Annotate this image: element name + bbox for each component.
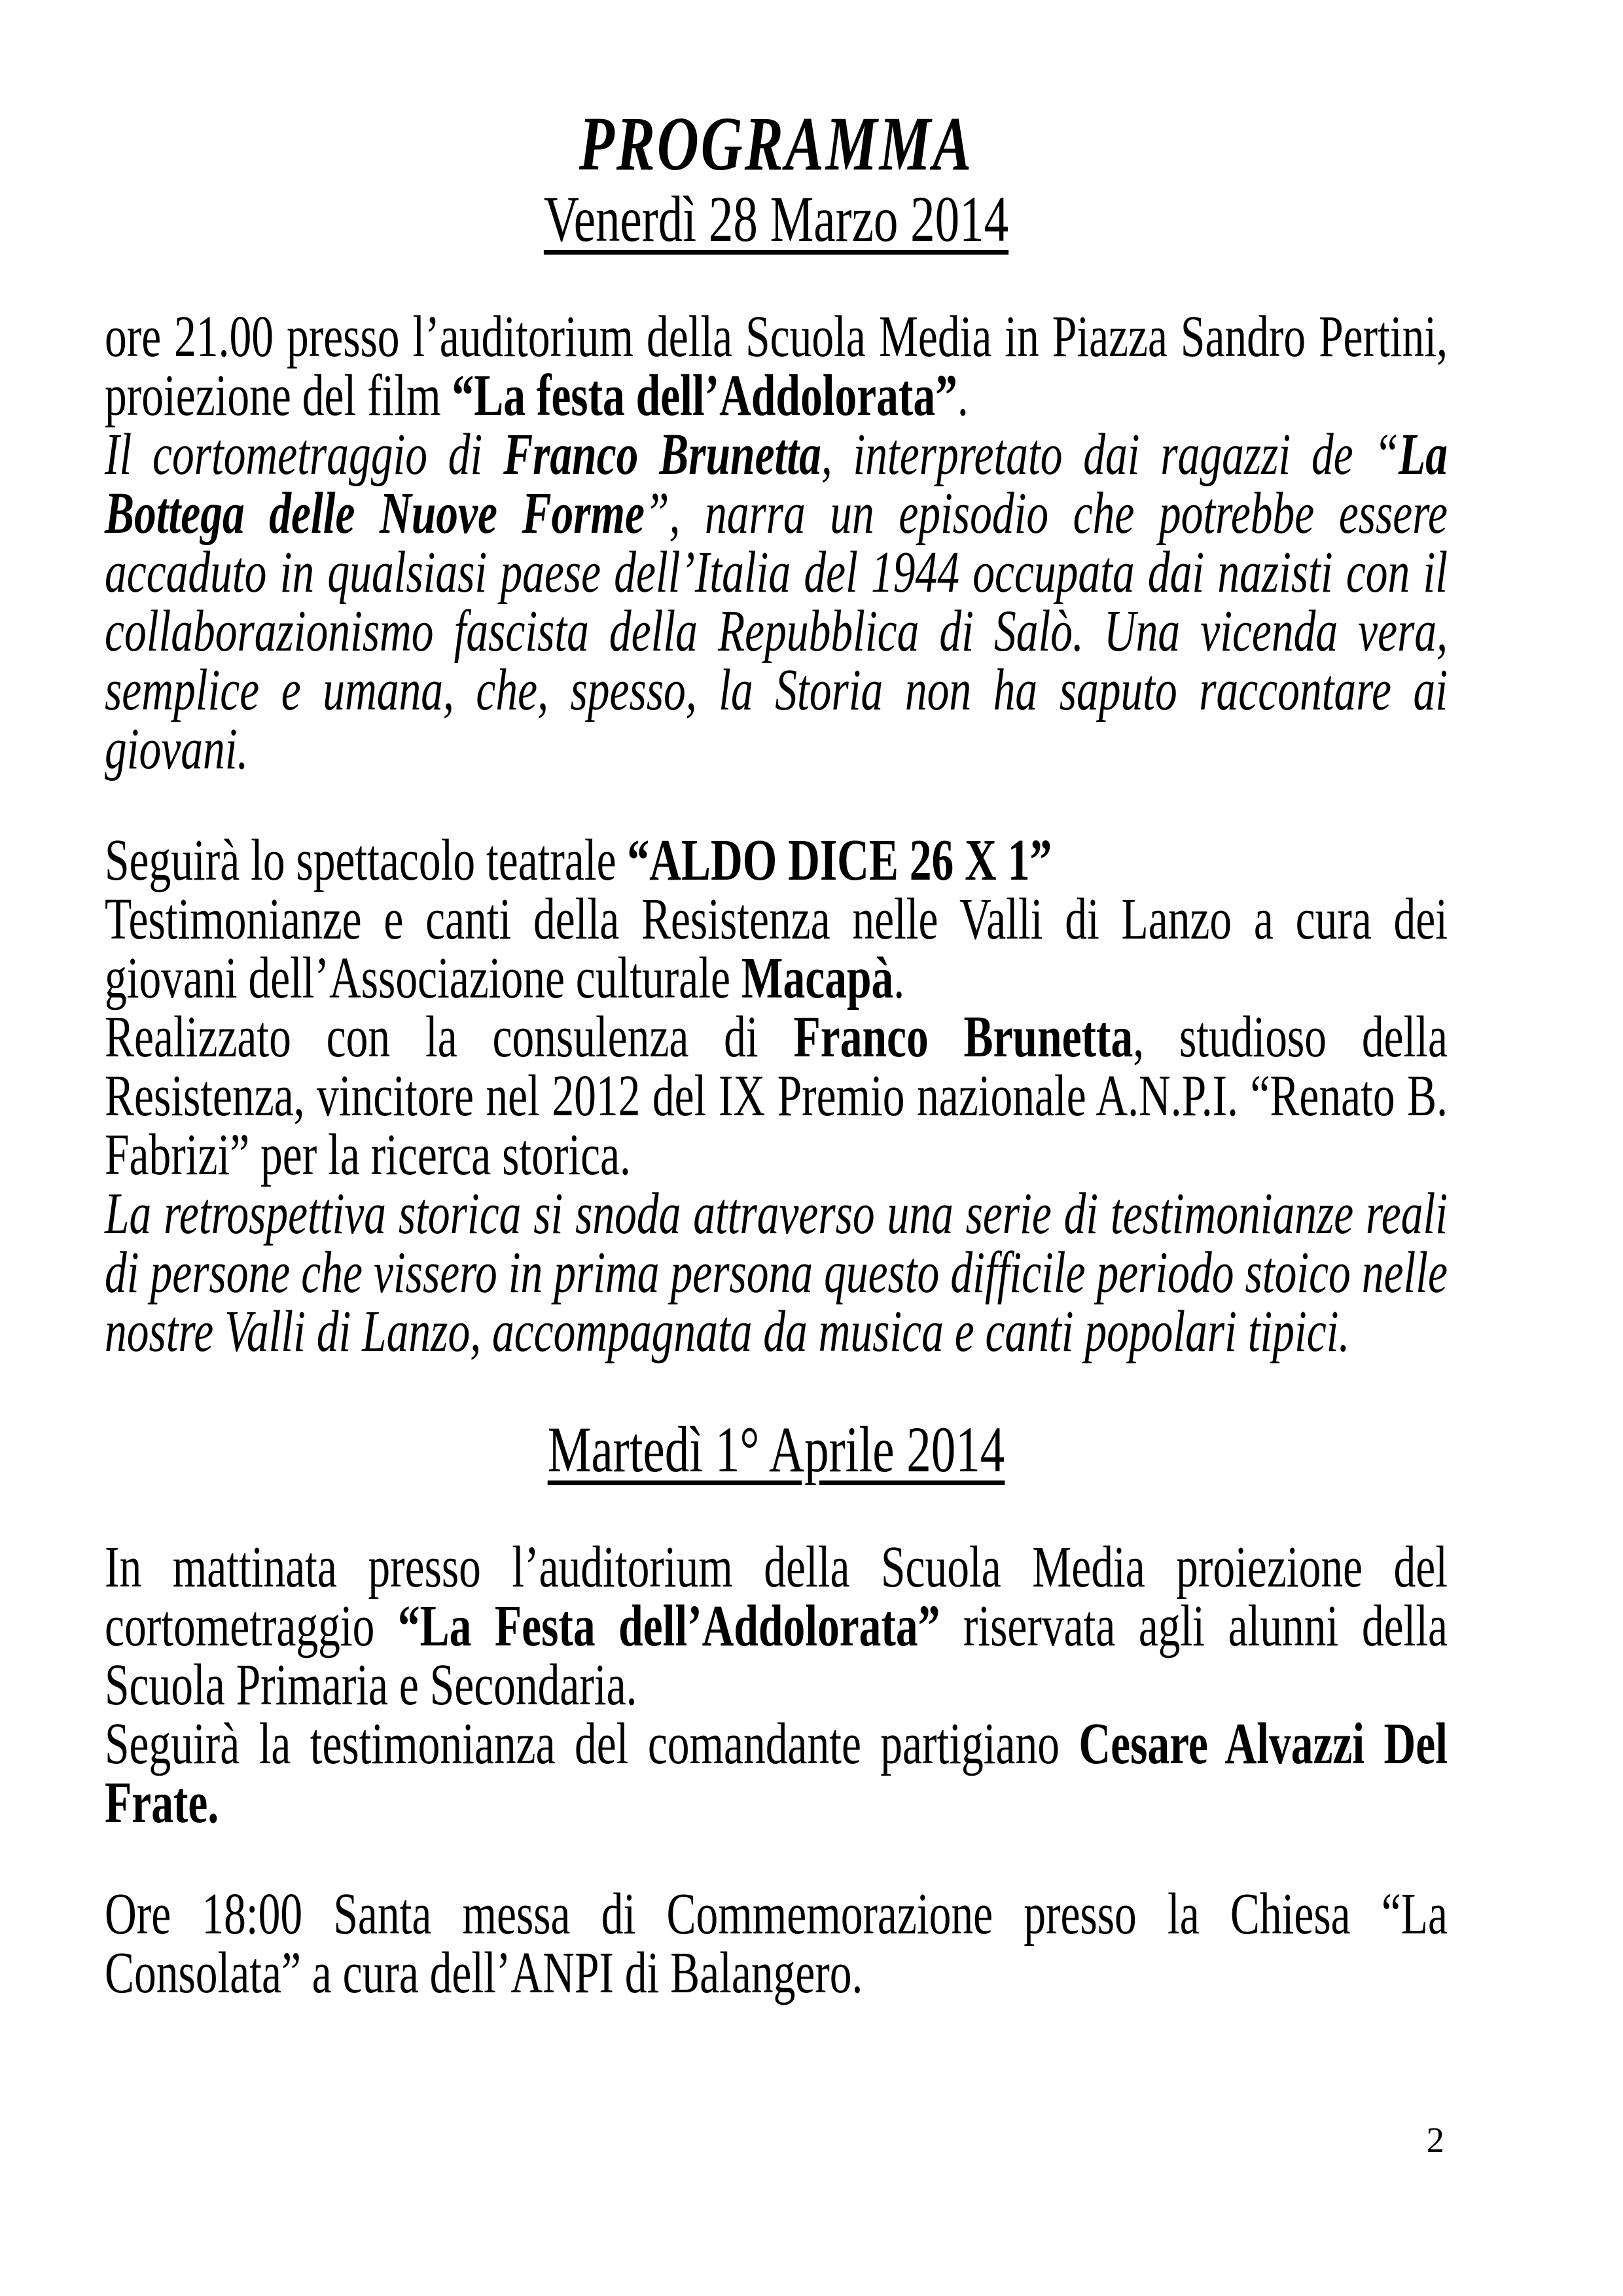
paragraph xyxy=(105,1882,1448,2005)
document-section xyxy=(105,1414,1448,2003)
sections xyxy=(105,183,1448,2003)
document-content xyxy=(105,101,1448,2005)
section-heading-text: Venerdì 28 Marzo 2014 xyxy=(543,183,1009,255)
page-title: PROGRAMMA xyxy=(579,101,974,187)
bold-run: Franco Brunetta xyxy=(793,1005,1133,1069)
section-heading xyxy=(105,1414,1448,1486)
paragraph xyxy=(105,1181,1448,1364)
text-run: Seguirà lo spettacolo teatrale xyxy=(105,828,628,893)
text-run: , interpretato dai ragazzi de “ xyxy=(821,422,1399,487)
paragraph xyxy=(105,1712,1448,1835)
section-heading xyxy=(105,183,1448,255)
text-run: Realizzato con la consulenza di xyxy=(105,1005,794,1069)
text-run: Seguirà la testimonianza del comandante partigiano xyxy=(105,1712,1079,1776)
bold-run: Cesare Alvazzi Del Frate. xyxy=(105,1712,1448,1835)
paragraph xyxy=(105,828,1448,893)
paragraph xyxy=(105,1005,1448,1187)
text-run: In mattinata presso l’auditorium della Scuola Media proiezione del cortometraggio xyxy=(105,1535,1448,1659)
bold-run: Macapà xyxy=(741,946,894,1011)
text-run: , studioso della Resistenza, vincitore nel 2012 del IX Premio nazionale A.N.P.I. “Renato B. Fabrizi” per la ricerca storica. xyxy=(105,1005,1448,1187)
bold-run: Franco Brunetta xyxy=(503,422,821,487)
paragraph xyxy=(105,422,1448,781)
paragraph xyxy=(105,887,1448,1011)
blank-line xyxy=(105,1833,1448,1885)
paragraph xyxy=(105,1535,1448,1717)
text-run: Il cortometraggio di xyxy=(105,422,504,487)
bold-run: La Bottega delle Nuove Forme xyxy=(105,422,1448,546)
document-section xyxy=(105,183,1448,1364)
bold-run: “La Festa dell’Addolorata” xyxy=(397,1594,940,1659)
text-run: riservata agli alunni della Scuola Primaria e Secondaria. xyxy=(105,1594,1448,1717)
text-run: Ore 18:00 Santa messa di Commemorazione presso la Chiesa “La Consolata” a cura dell’ANPI di Balangero. xyxy=(105,1882,1448,2005)
blank-line xyxy=(105,779,1448,831)
text-run: ore 21.00 presso l’auditorium della Scuola Media in Piazza Sandro Pertini, proiezione del film xyxy=(105,304,1448,428)
text-run: ”, narra un episodio che potrebbe essere accaduto in qualsiasi paese dell’Italia del 1944 occupata dai nazisti con il collaborazionismo fascista della Repubblica di Salò. Una vicenda vera, semplice e umana, che, spesso, la Storia non ha saputo raccontare ai giovani. xyxy=(105,481,1448,781)
page-number: 2 xyxy=(1426,2120,1444,2160)
text-run: . xyxy=(893,946,905,1011)
text-run: Testimonianze e canti della Resistenza nelle Valli di Lanzo a cura dei giovani dell’Associazione culturale xyxy=(105,887,1448,1011)
text-run: . xyxy=(957,363,969,428)
bold-run: “ALDO DICE 26 X 1” xyxy=(627,828,1052,893)
text-run: La retrospettiva storica si snoda attraverso una serie di testimonianze reali di persone che vissero in prima persona questo difficile periodo stoico nelle nostre Valli di Lanzo, accompagnata da musica e canti popolari tipici. xyxy=(105,1181,1448,1364)
bold-run: “La festa dell’Addolorata” xyxy=(452,363,957,428)
section-heading-text: Martedì 1° Aprile 2014 xyxy=(547,1413,1005,1486)
paragraph xyxy=(105,304,1448,428)
